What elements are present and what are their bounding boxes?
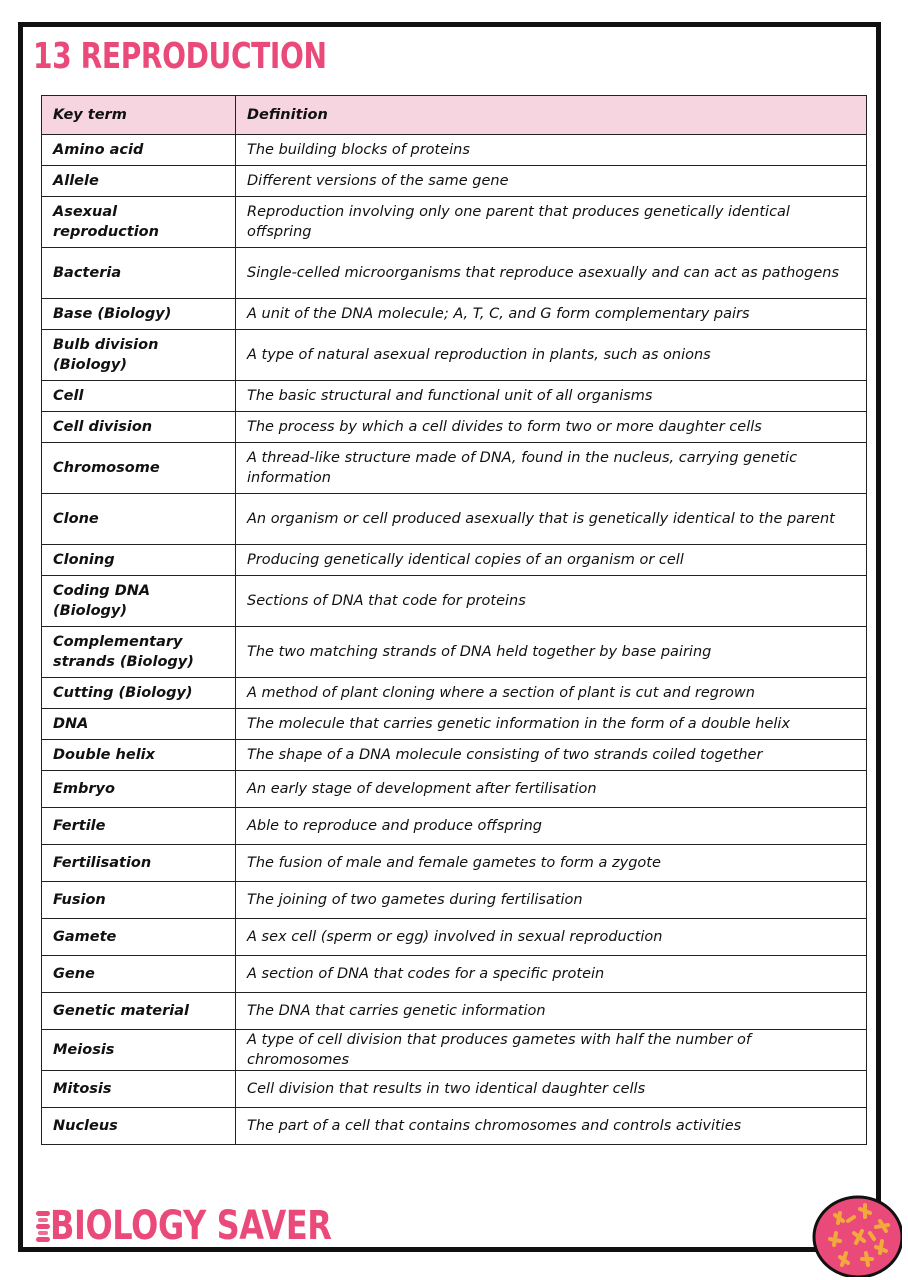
table-row (42, 882, 867, 919)
table-row (42, 299, 867, 330)
key-term-cell: DNA (42, 709, 236, 740)
definition-cell: Single-celled microorganisms that reproduce asexually and can act as pathogens (236, 248, 867, 299)
table-row (42, 845, 867, 882)
key-term-cell: Fertile (42, 808, 236, 845)
key-term-cell: Clone (42, 494, 236, 545)
table-row (42, 166, 867, 197)
definition-cell: Able to reproduce and produce offspring (236, 808, 867, 845)
page-title: 13 REPRODUCTION (33, 36, 327, 77)
definition-cell: A thread-like structure made of DNA, found in the nucleus, carrying genetic information (236, 443, 867, 494)
key-term-cell: Base (Biology) (42, 299, 236, 330)
table-row (42, 412, 867, 443)
definition-cell: A unit of the DNA molecule; A, T, C, and G form complementary pairs (236, 299, 867, 330)
definition-cell: An early stage of development after fertilisation (236, 771, 867, 808)
definition-cell: The two matching strands of DNA held together by base pairing (236, 627, 867, 678)
table-row (42, 443, 867, 494)
definition-cell: Producing genetically identical copies of an organism or cell (236, 545, 867, 576)
table-row (42, 1071, 867, 1108)
definition-cell: The fusion of male and female gametes to form a zygote (236, 845, 867, 882)
key-term-cell: Meiosis (42, 1030, 236, 1071)
definition-cell: Different versions of the same gene (236, 166, 867, 197)
table-row (42, 771, 867, 808)
key-term-cell: Cloning (42, 545, 236, 576)
key-terms-table (41, 95, 867, 1145)
table-row (42, 545, 867, 576)
table-row (42, 678, 867, 709)
key-term-cell: Nucleus (42, 1108, 236, 1145)
definition-cell: The molecule that carries genetic information in the form of a double helix (236, 709, 867, 740)
key-term-cell: Gamete (42, 919, 236, 956)
key-term-cell: Bacteria (42, 248, 236, 299)
definition-cell: Sections of DNA that code for proteins (236, 576, 867, 627)
table-row (42, 808, 867, 845)
key-term-cell: Asexual reproduction (42, 197, 236, 248)
table-row (42, 135, 867, 166)
definition-cell: An organism or cell produced asexually that is genetically identical to the parent (236, 494, 867, 545)
table-row (42, 993, 867, 1030)
key-term-cell: Fusion (42, 882, 236, 919)
table-row (42, 381, 867, 412)
definition-cell: A type of natural asexual reproduction in plants, such as onions (236, 330, 867, 381)
brand-logo (34, 1203, 402, 1249)
table-header-row (42, 96, 867, 135)
table-row (42, 919, 867, 956)
definition-cell: The part of a cell that contains chromosomes and controls activities (236, 1108, 867, 1145)
key-term-cell: Fertilisation (42, 845, 236, 882)
definition-cell: The shape of a DNA molecule consisting of two strands coiled together (236, 740, 867, 771)
key-term-cell: Embryo (42, 771, 236, 808)
key-term-cell: Complementary strands (Biology) (42, 627, 236, 678)
definition-cell: A sex cell (sperm or egg) involved in sexual reproduction (236, 919, 867, 956)
key-term-cell: Double helix (42, 740, 236, 771)
table-row (42, 709, 867, 740)
table-body (42, 135, 867, 1145)
definition-cell: A section of DNA that codes for a specific protein (236, 956, 867, 993)
key-term-cell: Mitosis (42, 1071, 236, 1108)
cell-badge-icon (810, 1193, 902, 1277)
table-row (42, 1030, 867, 1071)
table-row (42, 576, 867, 627)
definition-cell: The process by which a cell divides to form two or more daughter cells (236, 412, 867, 443)
definition-cell: Cell division that results in two identical daughter cells (236, 1071, 867, 1108)
table-row (42, 494, 867, 545)
table-row (42, 740, 867, 771)
definition-cell: A method of plant cloning where a section of plant is cut and regrown (236, 678, 867, 709)
key-term-cell: Chromosome (42, 443, 236, 494)
definition-cell: A type of cell division that produces gametes with half the number of chromosomes (236, 1030, 867, 1071)
definition-cell: The basic structural and functional unit of all organisms (236, 381, 867, 412)
brand-name: BIOLOGY SAVER (50, 1203, 332, 1249)
table-row (42, 956, 867, 993)
key-term-cell: Genetic material (42, 993, 236, 1030)
definition-cell: The joining of two gametes during fertilisation (236, 882, 867, 919)
table-row (42, 1108, 867, 1145)
header-key-term: Key term (42, 96, 236, 135)
table-row (42, 197, 867, 248)
key-term-cell: Bulb division (Biology) (42, 330, 236, 381)
header-definition: Definition (236, 96, 867, 135)
key-term-cell: Cell (42, 381, 236, 412)
definition-cell: Reproduction involving only one parent that produces genetically identical offspring (236, 197, 867, 248)
key-term-cell: Gene (42, 956, 236, 993)
table-row (42, 248, 867, 299)
definition-cell: The building blocks of proteins (236, 135, 867, 166)
key-term-cell: Cell division (42, 412, 236, 443)
key-term-cell: Amino acid (42, 135, 236, 166)
table-row (42, 330, 867, 381)
key-term-cell: Cutting (Biology) (42, 678, 236, 709)
key-term-cell: Allele (42, 166, 236, 197)
key-term-cell: Coding DNA (Biology) (42, 576, 236, 627)
definition-cell: The DNA that carries genetic information (236, 993, 867, 1030)
table-row (42, 627, 867, 678)
